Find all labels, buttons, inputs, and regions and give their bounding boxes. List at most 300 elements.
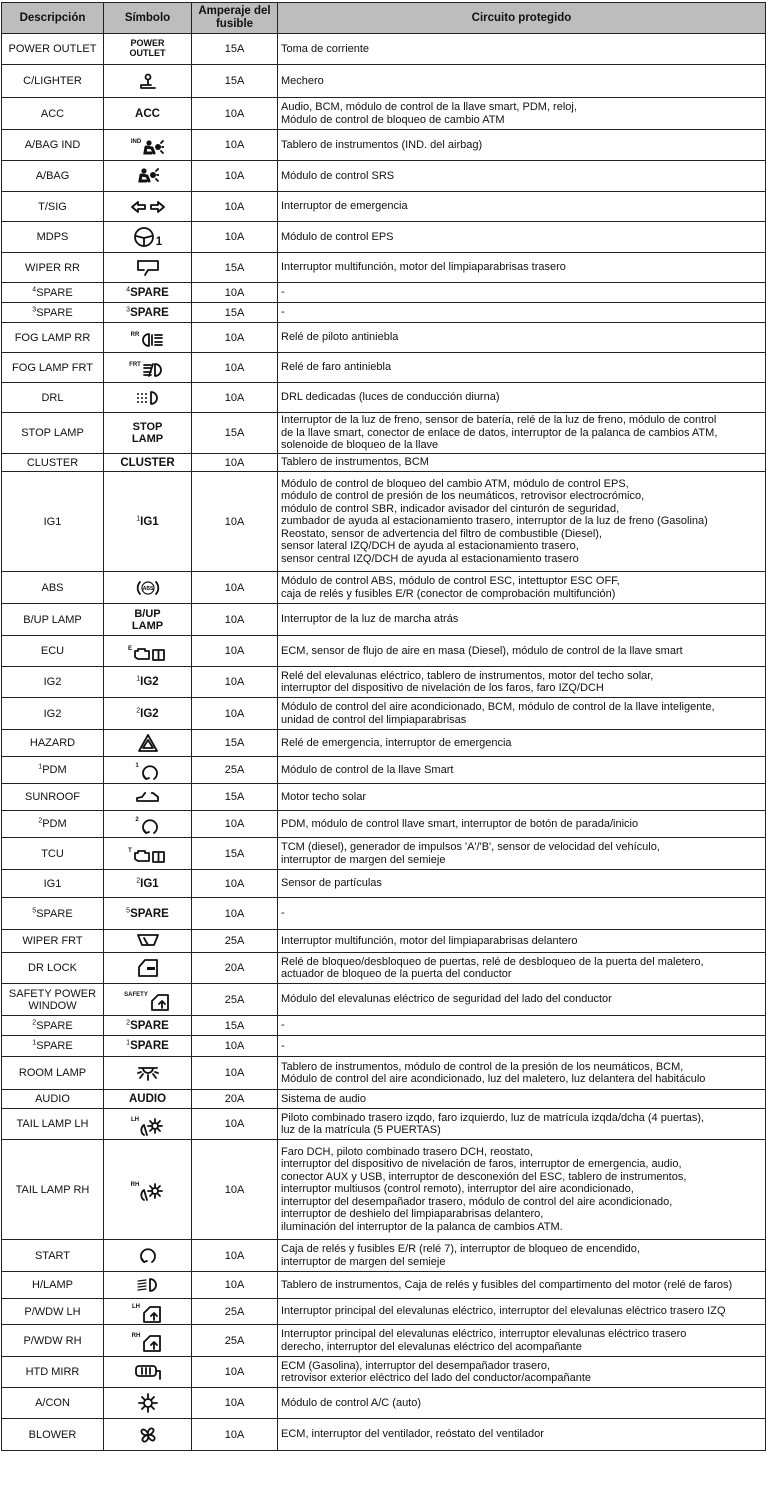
description-text: IG1 bbox=[43, 515, 62, 528]
protected-circuit: Sensor de partículas bbox=[278, 870, 766, 898]
fuse-description bbox=[2, 161, 104, 192]
fuse-description bbox=[2, 838, 104, 870]
symbol-icon-group bbox=[137, 1424, 159, 1446]
fuse-row bbox=[2, 1325, 766, 1357]
symbol-icon-group bbox=[129, 362, 166, 378]
fuse-description bbox=[2, 65, 104, 98]
description-text: IG2 bbox=[43, 676, 62, 688]
description-text: T/SIG bbox=[38, 200, 67, 213]
fuse-row bbox=[2, 283, 766, 303]
fuse-amperage: 10A bbox=[192, 1057, 278, 1090]
fuse-amperage: 15A bbox=[192, 838, 278, 870]
fuse-amperage: 10A bbox=[192, 353, 278, 383]
protected-circuit: Módulo de control de la llave Smart bbox=[278, 757, 766, 784]
icon-suffix: 1 bbox=[155, 236, 163, 248]
protected-circuit: Motor techo solar bbox=[278, 784, 766, 811]
fuse-symbol bbox=[104, 1357, 192, 1388]
fuse-row bbox=[2, 253, 766, 283]
symbol-icon-group bbox=[132, 1304, 163, 1324]
protected-circuit: - bbox=[278, 898, 766, 930]
fuse-symbol bbox=[104, 303, 192, 323]
fuse-amperage: 25A bbox=[192, 757, 278, 784]
fuse-amperage: 10A bbox=[192, 572, 278, 604]
fuse-row bbox=[2, 667, 766, 698]
headlamp-icon bbox=[135, 1277, 161, 1293]
fuse-symbol bbox=[104, 222, 192, 253]
fuse-symbol bbox=[104, 870, 192, 898]
fuse-amperage: 25A bbox=[192, 1325, 278, 1357]
fuse-symbol bbox=[104, 1299, 192, 1325]
description-text: HTD MIRR bbox=[25, 1366, 80, 1378]
protected-circuit: Módulo de control A/C (auto) bbox=[278, 1388, 766, 1419]
fuse-amperage: 10A bbox=[192, 323, 278, 353]
protected-circuit: ECM, sensor de flujo de aire en masa (Diesel), módulo de control de la llave smart bbox=[278, 636, 766, 667]
fuse-symbol bbox=[104, 898, 192, 930]
abs-icon bbox=[136, 579, 160, 597]
front-wiper-icon bbox=[136, 932, 160, 950]
header-circuito: Circuito protegido bbox=[278, 3, 766, 34]
fuse-symbol bbox=[104, 757, 192, 784]
fuse-row bbox=[2, 811, 766, 838]
fuse-amperage: 10A bbox=[192, 222, 278, 253]
fuse-symbol bbox=[104, 1036, 192, 1057]
fuse-row bbox=[2, 870, 766, 898]
symbol-icon-group bbox=[136, 1064, 160, 1082]
symbol-text: IG2 bbox=[140, 707, 159, 720]
fuse-description bbox=[2, 472, 104, 572]
protected-circuit: Relé del elevalunas eléctrico, tablero de instrumentos, motor del techo solar, interruptor del dispositivo de nivelación de los faros, faro IZQ/DCH bbox=[278, 667, 766, 698]
icon-label: E bbox=[127, 645, 132, 652]
protected-circuit: Módulo de control del aire acondicionado, BCM, módulo de control de la llave inteligente, unidad de control del limpiaparabrisas bbox=[278, 698, 766, 730]
fuse-description bbox=[2, 1036, 104, 1057]
protected-circuit: Audio, BCM, módulo de control de la llave smart, PDM, reloj, Módulo de control de bloqueo de cambio ATM bbox=[278, 98, 766, 130]
protected-circuit: Tablero de instrumentos, Caja de relés y fusibles del compartimento del motor (relé de faros) bbox=[278, 1272, 766, 1299]
fuse-amperage: 20A bbox=[192, 953, 278, 984]
fuse-amperage: 10A bbox=[192, 1388, 278, 1419]
fuse-row bbox=[2, 1016, 766, 1036]
fuse-amperage: 10A bbox=[192, 870, 278, 898]
protected-circuit: ECM (Gasolina), interruptor del desempañador trasero, retrovisor exterior eléctrico del lado del conductor/acompañante bbox=[278, 1357, 766, 1388]
fuse-row bbox=[2, 930, 766, 953]
symbol-superscript: 3 bbox=[126, 305, 131, 313]
fuse-symbol bbox=[104, 667, 192, 698]
fuse-amperage: 10A bbox=[192, 130, 278, 161]
description-superscript: 5 bbox=[32, 906, 37, 914]
drl-icon bbox=[134, 390, 162, 406]
fuse-symbol bbox=[104, 1240, 192, 1272]
fuse-description bbox=[2, 413, 104, 454]
description-text: B/UP LAMP bbox=[23, 613, 82, 626]
fuse-row bbox=[2, 730, 766, 757]
protected-circuit: Interruptor de emergencia bbox=[278, 192, 766, 222]
fuse-description bbox=[2, 1357, 104, 1388]
fuse-row bbox=[2, 984, 766, 1016]
pdm-icon bbox=[140, 817, 160, 837]
fuse-amperage: 25A bbox=[192, 1299, 278, 1325]
fuse-description bbox=[2, 730, 104, 757]
fuse-symbol bbox=[104, 98, 192, 130]
fuse-symbol bbox=[104, 636, 192, 667]
description-text: IG1 bbox=[43, 877, 62, 890]
fuse-description bbox=[2, 1272, 104, 1299]
symbol-icon-group bbox=[134, 1363, 162, 1381]
description-text: CLUSTER bbox=[26, 456, 79, 469]
fuse-amperage: 10A bbox=[192, 472, 278, 572]
fuse-amperage: 25A bbox=[192, 984, 278, 1016]
fuse-row bbox=[2, 1057, 766, 1090]
protected-circuit: Tablero de instrumentos, BCM bbox=[278, 454, 766, 472]
fuse-amperage: 10A bbox=[192, 161, 278, 192]
fuse-description bbox=[2, 898, 104, 930]
symbol-text: IG2 bbox=[140, 676, 159, 688]
fuse-symbol bbox=[104, 323, 192, 353]
fuse-amperage: 10A bbox=[192, 192, 278, 222]
fuse-description bbox=[2, 604, 104, 636]
rear-wiper-icon bbox=[136, 259, 160, 277]
fuse-amperage: 10A bbox=[192, 1109, 278, 1140]
fuse-description bbox=[2, 253, 104, 283]
description-text: ECU bbox=[40, 645, 65, 657]
fuse-symbol bbox=[104, 1325, 192, 1357]
fuse-row bbox=[2, 1036, 766, 1057]
engine-control-icon bbox=[133, 646, 167, 662]
fuse-row bbox=[2, 898, 766, 930]
airbag-icon bbox=[137, 167, 159, 185]
symbol-icon-group bbox=[136, 932, 160, 950]
hazard-icon bbox=[138, 734, 158, 752]
symbol-icon-group bbox=[138, 1393, 158, 1413]
protected-circuit: Relé de piloto antiniebla bbox=[278, 323, 766, 353]
fuse-table bbox=[1, 2, 766, 1451]
fuse-description bbox=[2, 383, 104, 413]
icon-label: RR bbox=[130, 332, 140, 338]
fuse-description bbox=[2, 1299, 104, 1325]
fuse-amperage: 15A bbox=[192, 784, 278, 811]
fuse-symbol bbox=[104, 698, 192, 730]
fuse-description bbox=[2, 34, 104, 65]
pdm-icon bbox=[140, 763, 160, 783]
description-text: FOG LAMP FRT bbox=[12, 361, 93, 374]
description-text: WIPER FRT bbox=[22, 935, 83, 947]
fuse-description bbox=[2, 222, 104, 253]
symbol-icon-group bbox=[131, 1182, 165, 1202]
fuse-symbol bbox=[104, 1109, 192, 1140]
fuse-description bbox=[2, 572, 104, 604]
start-icon bbox=[138, 1246, 158, 1266]
fuse-row bbox=[2, 353, 766, 383]
fuse-amperage: 10A bbox=[192, 383, 278, 413]
fuse-symbol bbox=[104, 838, 192, 870]
fuse-row bbox=[2, 34, 766, 65]
fuse-description bbox=[2, 1016, 104, 1036]
description-text: SPARE bbox=[36, 1040, 73, 1052]
description-text: P/WDW LH bbox=[24, 1305, 81, 1318]
fuse-description bbox=[2, 98, 104, 130]
fuse-row bbox=[2, 1109, 766, 1140]
fuse-description bbox=[2, 353, 104, 383]
svg-text:ABS: ABS bbox=[142, 585, 153, 592]
fuse-row bbox=[2, 65, 766, 98]
symbol-text: IG1 bbox=[140, 515, 159, 528]
fuse-description bbox=[2, 1057, 104, 1090]
fuse-row bbox=[2, 98, 766, 130]
fuse-amperage: 10A bbox=[192, 1036, 278, 1057]
description-text: SPARE bbox=[36, 306, 73, 319]
description-text: FOG LAMP RR bbox=[14, 331, 91, 344]
symbol-icon-group bbox=[136, 259, 160, 277]
fuse-amperage: 10A bbox=[192, 1419, 278, 1451]
fuse-description bbox=[2, 283, 104, 303]
description-superscript: 3 bbox=[32, 305, 37, 313]
description-text: MDPS bbox=[36, 231, 69, 243]
icon-label: FRT bbox=[129, 362, 141, 368]
protected-circuit: Mechero bbox=[278, 65, 766, 98]
protected-circuit: DRL dedicadas (luces de conducción diurna) bbox=[278, 383, 766, 413]
fuse-row bbox=[2, 572, 766, 604]
symbol-icon-group bbox=[133, 226, 162, 248]
fuse-row bbox=[2, 303, 766, 323]
fuse-row bbox=[2, 604, 766, 636]
fuse-row bbox=[2, 784, 766, 811]
symbol-icon-group bbox=[128, 646, 167, 662]
protected-circuit: ECM, interruptor del ventilador, reóstato del ventilador bbox=[278, 1419, 766, 1451]
fuse-symbol bbox=[104, 65, 192, 98]
symbol-superscript: 2 bbox=[136, 706, 141, 714]
fuse-row bbox=[2, 323, 766, 353]
description-text: P/WDW RH bbox=[23, 1334, 82, 1347]
symbol-superscript: 2 bbox=[126, 1018, 131, 1026]
fuse-amperage: 15A bbox=[192, 303, 278, 323]
symbol-icon-group bbox=[138, 71, 158, 91]
symbol-text: SPARE bbox=[130, 1019, 169, 1032]
fuse-symbol bbox=[104, 1388, 192, 1419]
protected-circuit: TCM (diesel), generador de impulsos 'A'/'B', sensor de velocidad del vehículo, interruptor de margen del semieje bbox=[278, 838, 766, 870]
fuse-amperage: 15A bbox=[192, 34, 278, 65]
symbol-superscript: 1 bbox=[136, 514, 141, 522]
fuse-row bbox=[2, 1140, 766, 1240]
fuse-symbol bbox=[104, 253, 192, 283]
fuse-description bbox=[2, 1419, 104, 1451]
icon-label: 2 bbox=[135, 816, 139, 823]
symbol-icon-group bbox=[135, 790, 161, 804]
fuse-symbol bbox=[104, 454, 192, 472]
fuse-row bbox=[2, 1419, 766, 1451]
transmission-control-icon bbox=[133, 848, 167, 864]
symbol-text: SPARE bbox=[130, 907, 169, 920]
fuse-description bbox=[2, 636, 104, 667]
symbol-text: SPARE bbox=[130, 286, 169, 299]
cigarette-lighter-icon bbox=[138, 71, 158, 91]
description-text: A/BAG bbox=[35, 170, 70, 182]
symbol-icon-group bbox=[137, 167, 159, 185]
sunroof-icon bbox=[135, 790, 161, 804]
fuse-symbol bbox=[104, 572, 192, 604]
description-text: TAIL LAMP RH bbox=[15, 1183, 90, 1196]
fuse-description bbox=[2, 1109, 104, 1140]
protected-circuit: - bbox=[278, 1016, 766, 1036]
symbol-icon-group bbox=[132, 1333, 164, 1353]
fuse-description bbox=[2, 698, 104, 730]
symbol-text: AUDIO bbox=[128, 1093, 167, 1105]
protected-circuit: Toma de corriente bbox=[278, 34, 766, 65]
fuse-description bbox=[2, 667, 104, 698]
power-window-icon bbox=[141, 1304, 163, 1324]
symbol-superscript: 1 bbox=[126, 1039, 131, 1047]
header-descripcion: Descripción bbox=[2, 3, 104, 34]
protected-circuit: Módulo de control SRS bbox=[278, 161, 766, 192]
protected-circuit: Relé de faro antiniebla bbox=[278, 353, 766, 383]
door-lock-icon bbox=[136, 958, 160, 978]
front-fog-lamp-icon bbox=[142, 362, 166, 378]
symbol-text: SPARE bbox=[130, 306, 169, 319]
fuse-row bbox=[2, 1272, 766, 1299]
fuse-row bbox=[2, 698, 766, 730]
fuse-symbol bbox=[104, 984, 192, 1016]
fuse-row bbox=[2, 636, 766, 667]
fuse-amperage: 15A bbox=[192, 730, 278, 757]
protected-circuit: - bbox=[278, 283, 766, 303]
fuse-amperage: 10A bbox=[192, 898, 278, 930]
steering-wheel-icon bbox=[133, 226, 155, 248]
fuse-symbol bbox=[104, 130, 192, 161]
description-text: ABS bbox=[41, 581, 64, 594]
fuse-symbol bbox=[104, 1272, 192, 1299]
symbol-superscript: 1 bbox=[136, 675, 141, 683]
fuse-amperage: 10A bbox=[192, 283, 278, 303]
fuse-description bbox=[2, 323, 104, 353]
description-text: SAFETY POWER WINDOW bbox=[8, 987, 97, 1012]
fuse-row bbox=[2, 1388, 766, 1419]
fuse-amperage: 15A bbox=[192, 1016, 278, 1036]
fuse-symbol bbox=[104, 1419, 192, 1451]
symbol-icon-group bbox=[136, 958, 160, 978]
fuse-row bbox=[2, 413, 766, 454]
fuse-amperage: 10A bbox=[192, 98, 278, 130]
icon-label: RH bbox=[131, 1333, 141, 1339]
description-text: SPARE bbox=[36, 907, 73, 920]
table-header bbox=[2, 3, 766, 34]
heated-mirror-icon bbox=[134, 1363, 162, 1381]
symbol-text: ACC bbox=[135, 107, 160, 120]
protected-circuit: Piloto combinado trasero izqdo, faro izquierdo, luz de matrícula izqda/dcha (4 puertas), luz de la matrícula (5 PUERTAS) bbox=[278, 1109, 766, 1140]
fuse-symbol bbox=[104, 472, 192, 572]
fuse-row bbox=[2, 192, 766, 222]
fuse-symbol bbox=[104, 283, 192, 303]
icon-label: SAFETY bbox=[124, 992, 148, 998]
description-text: A/BAG IND bbox=[24, 139, 81, 151]
protected-circuit: Interruptor de la luz de freno, sensor de batería, relé de la luz de freno, módulo de control de la llave smart, conector de enlace de datos, interruptor de la palanca de cambios ATM, solenoide de bloqueo de la llave bbox=[278, 413, 766, 454]
symbol-icon-group bbox=[135, 817, 159, 837]
fuse-row bbox=[2, 383, 766, 413]
fuse-row bbox=[2, 1090, 766, 1109]
fuse-row bbox=[2, 838, 766, 870]
protected-circuit: - bbox=[278, 303, 766, 323]
fuse-description bbox=[2, 1090, 104, 1109]
symbol-text: B/UP LAMP bbox=[131, 607, 164, 632]
symbol-icon-group bbox=[135, 763, 159, 783]
description-text: DRL bbox=[41, 391, 64, 404]
fuse-amperage: 10A bbox=[192, 667, 278, 698]
symbol-icon-group bbox=[131, 1117, 164, 1137]
protected-circuit: Interruptor principal del elevalunas eléctrico, interruptor elevalunas eléctrico trasero derecho, interruptor del elevalunas eléctrico del acompañante bbox=[278, 1325, 766, 1357]
fuse-description bbox=[2, 454, 104, 472]
power-window-icon bbox=[141, 1333, 163, 1353]
fuse-symbol bbox=[104, 1016, 192, 1036]
turn-signal-icon bbox=[130, 200, 166, 214]
description-text: START bbox=[34, 1249, 71, 1262]
fuse-description bbox=[2, 811, 104, 838]
fuse-amperage: 10A bbox=[192, 454, 278, 472]
fuse-description bbox=[2, 984, 104, 1016]
description-text: SPARE bbox=[36, 286, 73, 299]
fuse-symbol bbox=[104, 930, 192, 953]
protected-circuit: Tablero de instrumentos, módulo de control de la presión de los neumáticos, BCM, Módulo de control del aire acondicionado, luz del maletero, luz delantera del habitáculo bbox=[278, 1057, 766, 1090]
protected-circuit: Relé de emergencia, interruptor de emergencia bbox=[278, 730, 766, 757]
icon-label: LH bbox=[131, 1116, 139, 1123]
tail-lamp-icon bbox=[140, 1182, 164, 1202]
fuse-description bbox=[2, 303, 104, 323]
header-amperaje: Amperaje del fusible bbox=[192, 3, 278, 34]
symbol-superscript: 5 bbox=[126, 906, 131, 914]
protected-circuit: Tablero de instrumentos (IND. del airbag) bbox=[278, 130, 766, 161]
symbol-icon-group bbox=[136, 579, 160, 597]
fuse-description bbox=[2, 1388, 104, 1419]
protected-circuit: Interruptor multifunción, motor del limpiaparabrisas delantero bbox=[278, 930, 766, 953]
fuse-symbol bbox=[104, 413, 192, 454]
fuse-description bbox=[2, 930, 104, 953]
fuse-description bbox=[2, 784, 104, 811]
symbol-icon-group bbox=[131, 332, 165, 348]
symbol-superscript: 2 bbox=[136, 876, 141, 884]
fuse-row bbox=[2, 454, 766, 472]
protected-circuit: - bbox=[278, 1036, 766, 1057]
fuse-description bbox=[2, 1240, 104, 1272]
description-text: BLOWER bbox=[28, 1428, 77, 1441]
description-text: POWER OUTLET bbox=[8, 43, 97, 55]
header-simbolo: Símbolo bbox=[104, 3, 192, 34]
icon-label: T bbox=[128, 848, 132, 854]
fuse-amperage: 10A bbox=[192, 636, 278, 667]
air-conditioning-icon bbox=[138, 1393, 158, 1413]
fuse-symbol bbox=[104, 161, 192, 192]
symbol-icon-group bbox=[131, 139, 164, 157]
fuse-description bbox=[2, 757, 104, 784]
description-text: IG2 bbox=[43, 707, 62, 720]
description-text: AUDIO bbox=[35, 1093, 70, 1105]
fuse-amperage: 10A bbox=[192, 1240, 278, 1272]
symbol-text: CLUSTER bbox=[120, 456, 175, 469]
description-text: H/LAMP bbox=[32, 1279, 73, 1291]
fuse-amperage: 10A bbox=[192, 1140, 278, 1240]
fuse-description bbox=[2, 953, 104, 984]
protected-circuit: Módulo de control EPS bbox=[278, 222, 766, 253]
table-body bbox=[2, 34, 766, 1451]
blower-fan-icon bbox=[137, 1424, 159, 1446]
fuse-row bbox=[2, 222, 766, 253]
symbol-icon-group bbox=[134, 390, 162, 406]
fuse-amperage: 10A bbox=[192, 1357, 278, 1388]
fuse-amperage: 15A bbox=[192, 253, 278, 283]
rear-fog-lamp-icon bbox=[140, 332, 164, 348]
description-text: TAIL LAMP LH bbox=[16, 1118, 89, 1130]
symbol-text: SPARE bbox=[130, 1040, 169, 1052]
symbol-text: STOP LAMP bbox=[131, 421, 164, 445]
tail-lamp-icon bbox=[140, 1117, 164, 1137]
fuse-description bbox=[2, 1140, 104, 1240]
description-text: PDM bbox=[42, 764, 67, 776]
protected-circuit: Interruptor de la luz de marcha atrás bbox=[278, 604, 766, 636]
icon-label: LH bbox=[132, 1304, 140, 1310]
